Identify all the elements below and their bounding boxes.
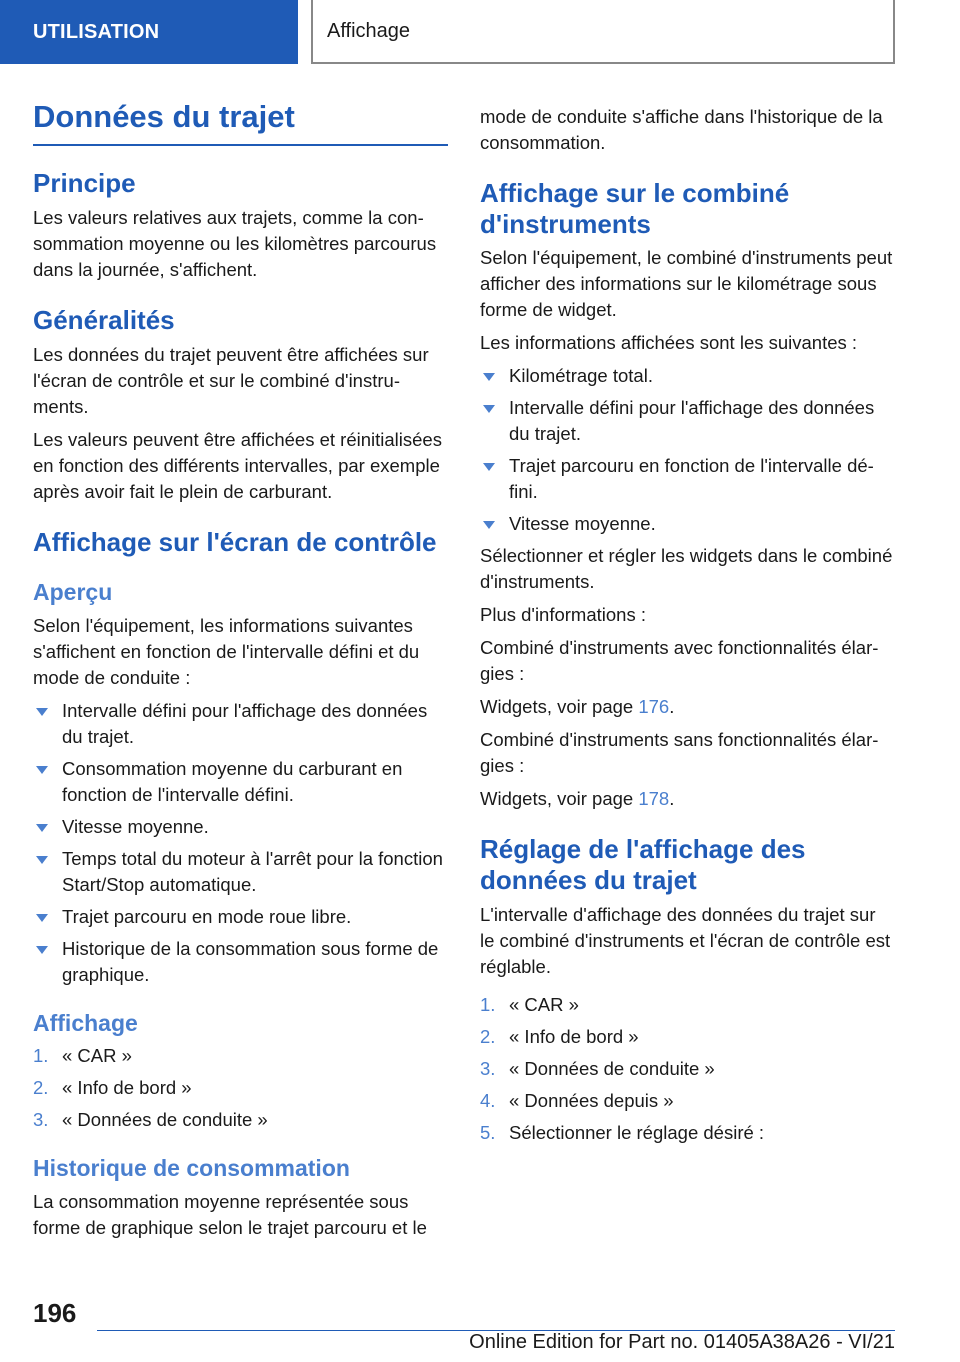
historique-text: La consommation moyenne représentée sous forme de graphique selon le trajet parcouru et le [33,1190,427,1238]
right-column [480,104,895,1152]
apercu-heading: Aperçu [33,579,113,606]
combine-text-2: Les informations affichées sont les suivantes : [480,332,858,354]
triangle-bullet-icon [36,914,48,922]
list-item: Vitesse moyenne. [480,511,895,537]
historique-heading: Historique de consommation [33,1155,350,1182]
ecran-heading: Affichage sur l'écran de contrôle [33,526,437,557]
step-item: 2. « Info de bord » [33,1077,192,1099]
step-item: 3. « Données de conduite » [33,1109,268,1131]
apercu-list [33,698,448,988]
triangle-bullet-icon [36,824,48,832]
combine-text-5: Combiné d'instruments avec fonctionnalités élargies : [480,637,879,685]
principe-heading: Principe [33,168,136,199]
page-title: Données du trajet [33,98,448,146]
combine-text-3: Sélectionner et régler les widgets dans le combiné d'instruments. [480,545,893,593]
triangle-bullet-icon [483,373,495,381]
triangle-bullet-icon [36,856,48,864]
apercu-text: Selon l'équipement, les informations suivantes s'affichent en fonction de l'intervalle défini et du mode de conduite : [33,614,420,688]
page-link-178[interactable]: 178 [638,788,670,810]
generalites-text-2: Les valeurs peuvent être affichées et réinitialisées en fonction des différents intervalles, par exemple après avoir fait le plein de carburant. [33,428,442,502]
combine-text-7: Combiné d'instruments sans fonctionnalités élargies : [480,729,879,777]
affichage-heading: Affichage [33,1009,138,1036]
section-label: UTILISATION [33,20,160,43]
list-item: Intervalle défini pour l'affichage des données du trajet. [480,395,895,447]
triangle-bullet-icon [36,766,48,774]
page-number: 196 [33,1298,77,1328]
left-column [33,98,448,1248]
list-item: Historique de la consommation sous forme de graphique. [33,936,448,988]
step-item: 3. « Données de conduite » [480,1057,715,1079]
continued-text: mode de conduite s'affiche dans l'historique de la consommation. [480,106,883,153]
widgets-ref-2: Widgets, voir page 178. [480,788,675,810]
list-item: Trajet parcouru en mode roue libre. [33,904,448,930]
widgets-ref-1: Widgets, voir page 176. [480,696,675,718]
step-item: 1. « CAR » [33,1045,132,1067]
triangle-bullet-icon [483,521,495,529]
section-tab[interactable] [0,0,298,64]
list-item: Consommation moyenne du carburant en fonction de l'intervalle défini. [33,756,448,808]
combine-text-1: Selon l'équipement, le combiné d'instruments peut afficher des informations sur le kilométrage sous forme de widget. [480,247,893,321]
triangle-bullet-icon [483,463,495,471]
combine-heading: Affichage sur le combiné d'instruments [480,178,790,239]
page-link-176[interactable]: 176 [638,696,670,718]
list-item: Temps total du moteur à l'arrêt pour la fonction Start/Stop automatique. [33,846,448,898]
triangle-bullet-icon [483,405,495,413]
triangle-bullet-icon [36,946,48,954]
reglage-steps [480,992,895,1146]
generalites-heading: Généralités [33,304,175,335]
step-item: 4. « Données depuis » [480,1089,674,1111]
principe-text: Les valeurs relatives aux trajets, comme la consommation moyenne ou les kilomètres parcourus dans la journée, s'affichent. [33,206,437,280]
step-item: 1. « CAR » [480,993,579,1015]
affichage-steps [33,1043,448,1133]
reglage-text: L'intervalle d'affichage des données du trajet sur le combiné d'instruments et l'écran de contrôle est réglable. [480,903,891,977]
topic-tab[interactable] [311,0,895,64]
list-item: Kilométrage total. [480,363,895,389]
list-item: Vitesse moyenne. [33,814,448,840]
list-item: Trajet parcouru en fonction de l'intervalle défini. [480,453,895,505]
generalites-text-1: Les données du trajet peuvent être affichées sur l'écran de contrôle et sur le combiné d'instruments. [33,343,429,417]
step-item: 2. « Info de bord » [480,1025,639,1047]
edition-footer: Online Edition for Part no. 01405A38A26 - VI/21 [469,1331,895,1353]
step-item: 5. Sélectionner le réglage désiré : [480,1121,765,1143]
combine-list [480,363,895,537]
topic-label: Affichage [327,19,411,42]
triangle-bullet-icon [36,708,48,716]
list-item: Intervalle défini pour l'affichage des données du trajet. [33,698,448,750]
reglage-heading: Réglage de l'affichage des données du trajet [480,834,806,896]
combine-text-4: Plus d'informations : [480,604,646,626]
